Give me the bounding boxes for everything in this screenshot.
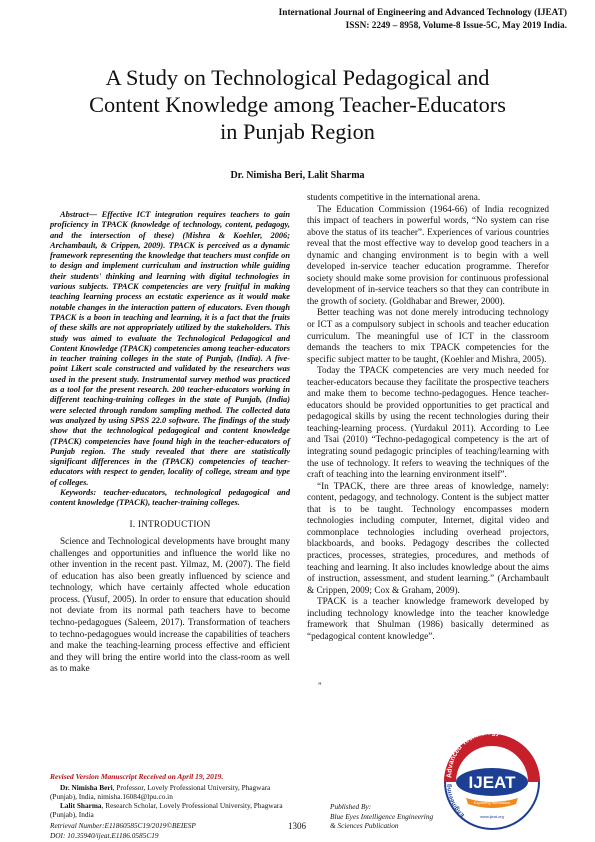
retrieval-number: Retrieval Number:E11860585C19/2019©BEIESP [50,821,196,830]
body-paragraph: The Education Commission (1964-66) of India recognized this impact of teachers in powerful words, “No system can rise above the status of its teacher”. Experiences of various countries reveal that the most effective way to develop good teachers in a dynamic and changing environment is to begin with a well developed in-service teacher education programme. Therefor society should make some provision for continuous professional development of in-service teachers so that they can contribute in the growth of society. (Goldhabar and Brewer, 2000). [307,204,549,307]
body-paragraph: TPACK is a teacher knowledge framework developed by including technology knowledge into the teacher knowledge framework that Shulman (1986) basically determined as “pedagogical content knowledge”. [307,597,549,642]
body-paragraph: Better teaching was not done merely introducing technology or ICT as a compulsory subject in schools and teacher education curriculum. The meaningful use of ICT in the classroom demands the teachers to mix TPACK competencies for the specific subject matter to be taught, (Koehler and Mishra, 2005). [307,308,549,365]
author2-info: , Research Scholar, Lovely Professional University, Phagwara (Punjab), India [50,801,283,820]
logo-website: www.ijeat.org [480,814,504,819]
logo-tagline: Exploring Innovation [473,800,511,805]
author-footnote [50,772,292,819]
publisher-name: Blue Eyes Intelligence Engineering [330,811,434,821]
author1-name: Dr. Nimisha Beri [60,783,113,793]
stray-mark: ” [318,681,322,690]
title-line: A Study on Technological Pedagogical and [105,65,490,90]
page-number: 1306 [288,821,306,831]
section-heading: I. INTRODUCTION [129,519,211,530]
body-paragraph: students competitive in the international arena. [307,193,481,203]
doi: DOI: 10.35940/ijeat.E1186.0585C19 [50,830,159,840]
revised-note: Revised Version Manuscript Received on April 19, 2019. [50,772,224,781]
publisher-info [330,802,433,831]
title-line: Content Knowledge among Teacher-Educators [89,92,506,117]
paper-authors: Dr. Nimisha Beri, Lalit Sharma [230,170,365,181]
body-paragraph: Science and Technological developments have brought many challenges and opportunities and influence the world like no other invention in the recent past. Yilmaz, M. (2007). The field of education has also been greatly influenced by science and technology, which have certainly affected whole education process. (Yusuf, 2005). In order to ensure that education should not deviate from its normal path teachers have to become techno-pedagogues (Saleem, 2017). Transformation of teachers to techno-pedagogues would increase the capabilities of teachers and make the teaching-learning process effective and efficient and they will bring the entire world into the class-room as well as to make [50,537,290,675]
retrieval-info [50,821,196,840]
body-paragraph: Today the TPACK competencies are very much needed for teacher-educators because they facilitate the prospective teachers and make them to become techno-pedagogues. Hence teacher-educators should be provided opportunities to get practical and pedagogical skills by using the recent technologies during their teaching-learning process. (Yurdakul 2011). According to Lee and Tsai (2010) “Techno-pedagogical competency is the art of integrating sound pedagogic principles of teaching/learning with the use of technology. It refers to weaving the techniques of the craft of teaching into the learning environment itself”. [307,366,549,481]
left-column [50,210,290,676]
publisher-name-2: & Sciences Publication [330,821,399,830]
journal-issn: ISSN: 2249 – 8958, Volume-8 Issue-5C, May 2019 India. [345,20,567,31]
author2-name: Lalit Sharma [60,801,102,811]
abstract: Abstract— Effective ICT integration requires teachers to gain proficiency in TPACK (knowledge of technology, content, pedagogy, and the intersection of these) (Mishra & Koehler, 2006; Archambault, & Crippen, 2009). TPACK is perceived as a dynamic framework representing the knowledge that teachers must confide on to design and implement curriculum and instruction while guiding their students' thinking and learning with digital technologies in various subjects. TPACK competencies are very fruitful in making teaching learning process an ecstatic experience as it would make notable changes in the interaction pattern of educators. Even though TPACK is a boon in teaching and learning, it is a fact that the fruits of these skills are not appropriately utilized by the stakeholders. This study was aimed to evaluate the Technological Pedagogical and Content Knowledge (TPACK) competencies among teacher-educators in teacher training colleges in the state of Punjab, (India). A five-point Likert scale constructed and validated by the researchers was used in the present study. Instrumental survey method was practiced as a tool for the present research. 200 teacher-educators working in different teaching-training colleges in the state of Punjab, (India) were selected through random sampling method. The collected data was analyzed by using SPSS 22.0 software. The findings of the study show that the technological pedagogical and content knowledge (TPACK) competencies have found high in the teacher-educators of Punjab region. The study revealed that there are statistically significant differences in the (TPACK) competencies of teacher-educators with respect to gender, locality of college, stream and type of colleges. [50,210,290,487]
body-paragraph: “In TPACK, there are three areas of knowledge, namely: content, pedagogy, and technology. Content is the subject matter that is to be taught. Technology encompasses modern technologies including computer, Internet, digital video and commonplace technologies including overhead projectors, blackboards, and books. Pedagogy describes the collected practices, processes, strategies, procedures, and methods of teaching and learning. It also includes knowledge about the aims of instruction, assessment, and student learning.” (Archambault & Crippen, 2009; Cox & Graham, 2009). [307,481,549,596]
logo-ring-text-left: Engineering [446,783,466,818]
paper-title [40,64,555,145]
logo-acronym: IJEAT [468,773,516,792]
journal-header [279,7,567,32]
keywords: Keywords: teacher-educators, technological pedagogical and content knowledge (TPACK), teacher-training colleges. [50,488,290,508]
right-column [307,193,549,643]
logo-ring-text: Advanced Technology [446,729,501,779]
author1-note [50,783,292,801]
journal-name: International Journal of Engineering and Advanced Technology (IJEAT) [278,8,567,18]
publisher-label: Published By: [330,802,372,811]
author1-info: , Professor, Lovely Professional University, Phagwara (Punjab), India, nimisha.16084@lpu.co.in [50,783,271,802]
author2-note [50,801,292,819]
ijeat-logo [436,724,546,834]
title-line: in Punjab Region [220,119,375,144]
